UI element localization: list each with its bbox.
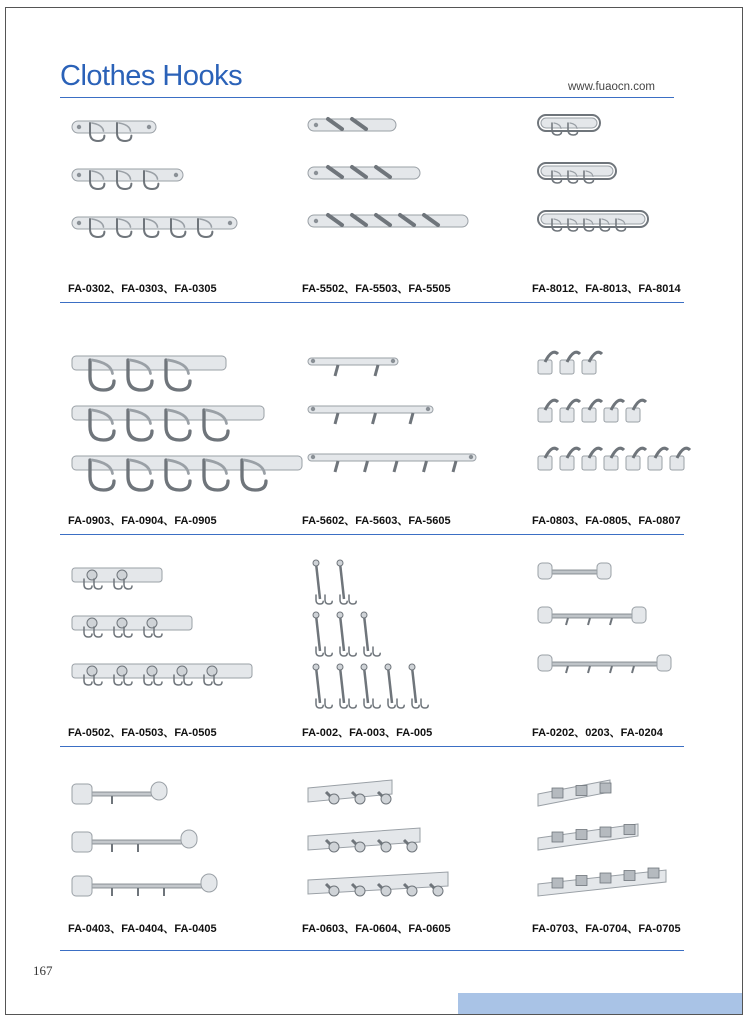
- hook-stem: [388, 667, 392, 703]
- knob: [87, 666, 97, 676]
- square-bracket-hook-bar-icon: [72, 780, 252, 930]
- hook: [588, 666, 590, 673]
- tube-bar: [88, 840, 183, 844]
- product-caption: FA-002、FA-003、FA-005: [302, 727, 433, 739]
- knob: [207, 666, 217, 676]
- hook-cube: [576, 786, 587, 796]
- hook: [325, 699, 332, 708]
- mounting-plate: [670, 456, 684, 470]
- knob: [117, 666, 127, 676]
- knob: [337, 612, 343, 618]
- knob-double-hook-rail-icon: [72, 563, 252, 713]
- mounting-plate: [582, 456, 596, 470]
- hook-cube: [600, 873, 611, 883]
- hook: [349, 699, 356, 708]
- hook-cube: [552, 878, 563, 888]
- knob: [87, 570, 97, 580]
- knob: [313, 560, 319, 566]
- hook-cube: [576, 830, 587, 840]
- hook-stem: [316, 563, 320, 599]
- hook: [335, 413, 338, 424]
- knob: [87, 618, 97, 628]
- tube-bar: [88, 792, 153, 796]
- screw: [77, 125, 81, 129]
- mounting-plate: [201, 874, 217, 892]
- knob: [337, 664, 343, 670]
- hook: [410, 413, 413, 424]
- section-divider: [60, 950, 684, 951]
- mounting-plate: [308, 358, 398, 365]
- hook-cube: [600, 827, 611, 837]
- knob: [381, 794, 391, 804]
- screw: [311, 359, 315, 363]
- hook: [394, 461, 397, 472]
- screw: [311, 455, 315, 459]
- angled-plate-cube-rail-icon: [538, 780, 718, 930]
- mounting-plate: [72, 784, 92, 804]
- mounting-plate: [538, 360, 552, 374]
- hook: [632, 666, 634, 673]
- tube-bar: [548, 570, 603, 574]
- mounting-plate: [560, 360, 574, 374]
- tube-bar: [548, 614, 638, 618]
- mounting-plate: [538, 780, 610, 806]
- page-number: 167: [33, 963, 53, 978]
- mounting-plate: [604, 408, 618, 422]
- hook: [453, 461, 456, 472]
- screw: [174, 173, 178, 177]
- tube-bar-hook-rail-icon: [538, 563, 718, 713]
- hook: [588, 618, 590, 625]
- knob: [407, 886, 417, 896]
- hook-stem: [412, 667, 416, 703]
- knob: [409, 664, 415, 670]
- knob: [355, 886, 365, 896]
- hook: [325, 595, 332, 604]
- product-caption: FA-5602、FA-5603、FA-5605: [302, 515, 451, 527]
- knob: [147, 618, 157, 628]
- hook-cube: [552, 788, 563, 798]
- knob: [361, 664, 367, 670]
- hook: [424, 461, 427, 472]
- hook: [335, 461, 338, 472]
- knob: [177, 666, 187, 676]
- catalog-page: [5, 7, 743, 1015]
- mounting-plate: [181, 830, 197, 848]
- section-divider: [60, 302, 684, 303]
- mounting-plate: [308, 406, 433, 413]
- tall-hook-cluster-icon: [308, 563, 488, 713]
- mounting-plate: [308, 454, 476, 461]
- product-caption: FA-0903、FA-0904、FA-0905: [68, 515, 217, 527]
- mounting-plate: [538, 563, 552, 579]
- angled-plate-knob-rail-icon: [308, 780, 488, 930]
- knob: [355, 842, 365, 852]
- mounting-plate: [560, 408, 574, 422]
- knob: [329, 842, 339, 852]
- hook-cube: [552, 832, 563, 842]
- product-caption: FA-0803、FA-0805、FA-0807: [532, 515, 681, 527]
- mounting-plate: [582, 408, 596, 422]
- hook-cube: [624, 825, 635, 835]
- hook: [566, 666, 568, 673]
- screw: [391, 359, 395, 363]
- mounting-plate: [72, 121, 156, 133]
- hook-stem: [364, 667, 368, 703]
- knob: [117, 618, 127, 628]
- product-caption: FA-0603、FA-0604、FA-0605: [302, 923, 451, 935]
- knob: [381, 886, 391, 896]
- hook: [335, 365, 338, 376]
- mounting-plate: [626, 408, 640, 422]
- hook: [373, 413, 376, 424]
- screw: [426, 407, 430, 411]
- hook: [610, 618, 612, 625]
- product-caption: FA-0302、FA-0303、FA-0305: [68, 283, 217, 295]
- mounting-plate: [72, 664, 252, 678]
- curved-hook-rail-icon: [538, 348, 718, 498]
- footer-color-bar: [458, 993, 743, 1015]
- tube-bar: [88, 884, 203, 888]
- double-hook-rail-icon: [72, 113, 252, 263]
- knob: [337, 560, 343, 566]
- diagonal-hook-rail-icon: [308, 113, 488, 263]
- hook-stem: [340, 615, 344, 651]
- tube-bar: [548, 662, 663, 666]
- hook: [610, 666, 612, 673]
- mounting-plate: [72, 876, 92, 896]
- knob: [361, 612, 367, 618]
- knob: [381, 842, 391, 852]
- hook-cube: [648, 868, 659, 878]
- product-caption: FA-5502、FA-5503、FA-5505: [302, 283, 451, 295]
- section-divider: [60, 534, 684, 535]
- oval-plate-hook-rail-icon: [538, 113, 718, 263]
- hook: [349, 595, 356, 604]
- screw: [469, 455, 473, 459]
- hook-stem: [340, 563, 344, 599]
- page-title: Clothes Hooks: [60, 60, 243, 92]
- hook: [373, 699, 380, 708]
- product-caption: FA-0403、FA-0404、FA-0405: [68, 923, 217, 935]
- mounting-plate: [604, 456, 618, 470]
- mounting-plate: [538, 607, 552, 623]
- mounting-plate: [657, 655, 671, 671]
- hook-cube: [600, 783, 611, 793]
- knob: [147, 666, 157, 676]
- mounting-plate: [308, 780, 392, 802]
- product-caption: FA-0703、FA-0704、FA-0705: [532, 923, 681, 935]
- mounting-plate: [72, 832, 92, 852]
- hook: [566, 618, 568, 625]
- knob: [313, 664, 319, 670]
- mounting-plate: [538, 655, 552, 671]
- hook: [375, 365, 378, 376]
- screw: [314, 123, 318, 127]
- slim-bar-hook-rail-icon: [308, 348, 488, 498]
- product-caption: FA-8012、FA-8013、FA-8014: [532, 283, 681, 295]
- hook: [365, 461, 368, 472]
- mounting-plate: [560, 456, 574, 470]
- mounting-plate: [538, 408, 552, 422]
- screw: [147, 125, 151, 129]
- hook: [325, 647, 332, 656]
- knob: [433, 886, 443, 896]
- screw: [311, 407, 315, 411]
- hook: [373, 647, 380, 656]
- knob: [355, 794, 365, 804]
- mounting-plate: [648, 456, 662, 470]
- knob: [117, 570, 127, 580]
- screw: [77, 173, 81, 177]
- product-caption: FA-0202、0203、FA-0204: [532, 727, 663, 739]
- screw: [77, 221, 81, 225]
- screw: [314, 219, 318, 223]
- hook-stem: [340, 667, 344, 703]
- mounting-plate: [538, 456, 552, 470]
- knob: [385, 664, 391, 670]
- website-url[interactable]: www.fuaocn.com: [568, 81, 655, 93]
- product-caption: FA-0502、FA-0503、FA-0505: [68, 727, 217, 739]
- knob: [407, 842, 417, 852]
- mounting-plate: [597, 563, 611, 579]
- screw: [228, 221, 232, 225]
- hook: [349, 647, 356, 656]
- hook-stem: [364, 615, 368, 651]
- mounting-plate: [582, 360, 596, 374]
- header-rule: [60, 97, 674, 98]
- screw: [314, 171, 318, 175]
- large-double-hook-rail-icon: [72, 348, 252, 498]
- mounting-plate: [541, 118, 597, 128]
- mounting-plate: [151, 782, 167, 800]
- hook-stem: [316, 615, 320, 651]
- hook: [421, 699, 428, 708]
- hook-stem: [316, 667, 320, 703]
- hook-cube: [624, 871, 635, 881]
- knob: [329, 886, 339, 896]
- mounting-plate: [626, 456, 640, 470]
- hook-cube: [576, 876, 587, 886]
- knob: [313, 612, 319, 618]
- hook: [397, 699, 404, 708]
- mounting-plate: [632, 607, 646, 623]
- section-divider: [60, 746, 684, 747]
- knob: [329, 794, 339, 804]
